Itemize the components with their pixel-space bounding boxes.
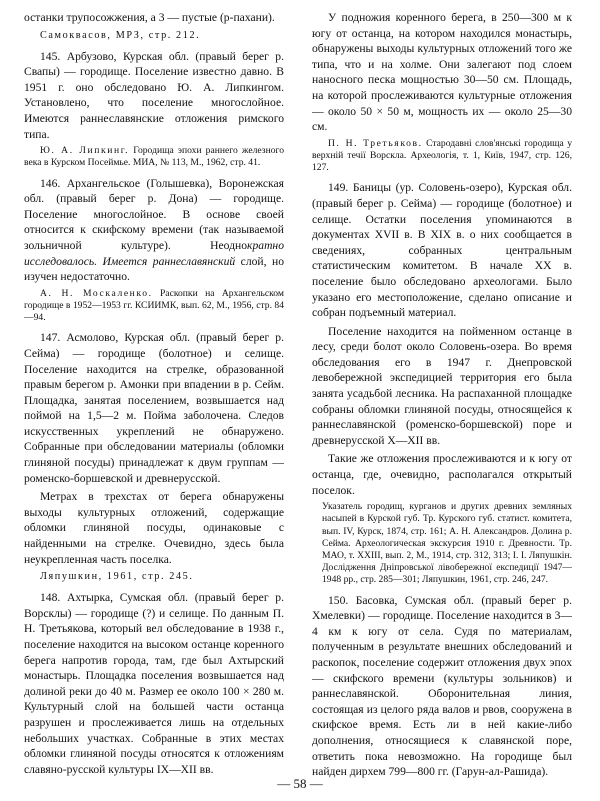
- page-number: — 58 —: [277, 776, 323, 791]
- reference-145-author: Ю. А. Липкинг.: [40, 145, 130, 157]
- reference-146-text: Раскопки на Архангельском городище в 1952—1953 гг. КСИИМК, вып. 62, М., 1956, стр. 84—94.: [24, 287, 284, 324]
- reference-148: [312, 138, 572, 175]
- left-column: [24, 10, 284, 780]
- entry-149: 149. Баницы (ур. Соловень-озеро), Курская обл. (правый берег р. Сейма) — городище (болотное) и селище. Остатки поселения упоминаются в документах XVII в. В XIX в. о них сообщается в сведениях, собранных центральным статистическим комитетом. В начале XX в. поселение было обследовано археологами. Было указано его местоположение, сделано описание и собран подъемный материал.: [312, 181, 572, 320]
- reference-146: [24, 288, 284, 325]
- entry-145: 145. Арбузово, Курская обл. (правый берег р. Свапы) — городище. Поселение известно давно. В 1951 г. оно обследовано Ю. А. Липкингом. Установлено, что поселение многослойное. Имеются раннеславянские отложения римского типа.: [24, 49, 284, 141]
- entry-146-start: 146. Архангельское (Голышевка), Воронежская обл. (правый берег р. Дона) — городище. Поселение многослойное. В основе своей относится к скифскому времени (так называемой зольничной культуре). Неодно: [24, 176, 284, 252]
- reference-148-author: П. Н. Третьяков.: [328, 137, 423, 149]
- reference-145-text: Городища эпохи раннего железного века в Курском Посеймье. МИА, № 113, М., 1962, стр. 41.: [24, 145, 284, 169]
- entry-148-continued: У подножия коренного берега, в 250—300 м к югу от останца, на котором находился монастырь, обнаружены выходы культурных отложений того же типа, что и на холме. Они залегают под слоем наносного песка мощностью 30—50 см. Площадь, на которой прослеживаются культурные отложения — около 50 × 50 м, мощность их — около 25—30 см.: [312, 11, 572, 134]
- entry-149-note: Такие же отложения прослеживаются и к югу от останца, где, очевидно, располагался открытый поселок.: [312, 452, 572, 497]
- reference-146-author: А. Н. Москаленко.: [40, 287, 153, 299]
- entry-146-italic: кратно исследовалось. Имеется раннеславянский: [24, 238, 284, 268]
- entry-147-continued: Метрах в трехстах от берега обнаружены выходы культурных отложений, содержащие обломки глиняной посуды, одинаковые с найденными на стрелке. Очевидно, здесь была неукрепленная часть поселка.: [24, 490, 284, 566]
- entry-150: 150. Басовка, Сумская обл. (правый берег р. Хмелевки) — городище. Поселение находится в 3—4 км к югу от села. Судя по материалам, полученным в результате внешних обследований и раскопок, поселение содержит отложения двух эпох — скифского времени (культуры зольников) и раннеславянской. Оборонительная линия, состоящая из целого ряда валов и рвов, сооружена в скифское время. Есть ли в ней какие-либо дополнения, относящиеся к славянской поре, ответить пока невозможно. На городище был найден дирхем 799—800 гг. (Гарун-ал-Рашида).: [312, 593, 572, 779]
- reference-145: [24, 145, 284, 169]
- entry-146-end: слой, но изучен недостаточно.: [24, 254, 284, 284]
- entry-148: 148. Ахтырка, Сумская обл. (правый берег р. Ворсклы) — городище (?) и селище. По данным П. Н. Третьякова, который вел обследование в 1938 г., поселение находится на высоком останце коренного берега напротив города, там, где был Ахтырский монастырь. Площадка поселения возвышается над долиной реки до 40 м. Размер ее около 100 × 280 м. Культурный слой на большей части останца разрушен и прослеживается лишь на отдельных небольших участках. Собранные в этих местах обломки глиняной посуды относятся к отложениям славяно-русской культуры IX—XII вв.: [24, 591, 284, 776]
- reference-148-text: Стародавні слов'янські городища у верхній течії Ворскла. Археологія, т. 1, Київ, 1947, стр. 126, 127.: [312, 137, 572, 174]
- source-ref-147: Ляпушкин, 1961, стр. 245.: [40, 571, 194, 583]
- entry-146: [24, 176, 284, 285]
- reference-149: Указатель городищ, курганов и других древних земляных насыпей в Курской губ. Тр. Курского губ. статист. комитета, вып. IV, Курск, 1874, стр. 161; А. Н. Александров. Долина р. Сейма. Археологическая экскурсия 1910 г. Древности. Тр. МАО, т. XXIII, вып. 2, М., 1914, стр. 312, 313; І. І. Ляпушкін. Дослідження Дніпровської лівобережної експедиції 1947—1948 рр., стр. 285—301; Ляпушкин, 1961, стр. 246, 247.: [322, 501, 572, 586]
- entry-149-location: Поселение находится на пойменном останце в лесу, среди болот около Соловень-озера. Во время обследования его в 1947 г. Днепровской левобережной экспедицией территория его была занята усадьбой лесника. На распаханной площадке собраны обломки глиняной посуды, относящейся к раннеславянской (роменско-боршевской) поре и древнерусской X—XII вв.: [312, 324, 572, 447]
- right-column: [312, 10, 572, 783]
- source-ref-144: Самоквасов, МРЗ, стр. 212.: [40, 29, 201, 41]
- continued-paragraph: останки трупосожжения, а 3 — пустые (р-пахани).: [24, 11, 275, 24]
- entry-147: 147. Асмолово, Курская обл. (правый берег р. Сейма) — городище (болотное) и селище. Поселение находится на стрелке, образованной правым берегом р. Амонки при впадении в р. Сейм. Площадка, занятая поселением, возвышается над поймой на 1,5—2 м. Пойма заболочена. Следов искусственных укреплений не обнаружено. Собранные при обследовании материалы (обломки глиняной посуды) принадлежат к двум группам — роменско-боршевской и древнерусской.: [24, 331, 284, 485]
